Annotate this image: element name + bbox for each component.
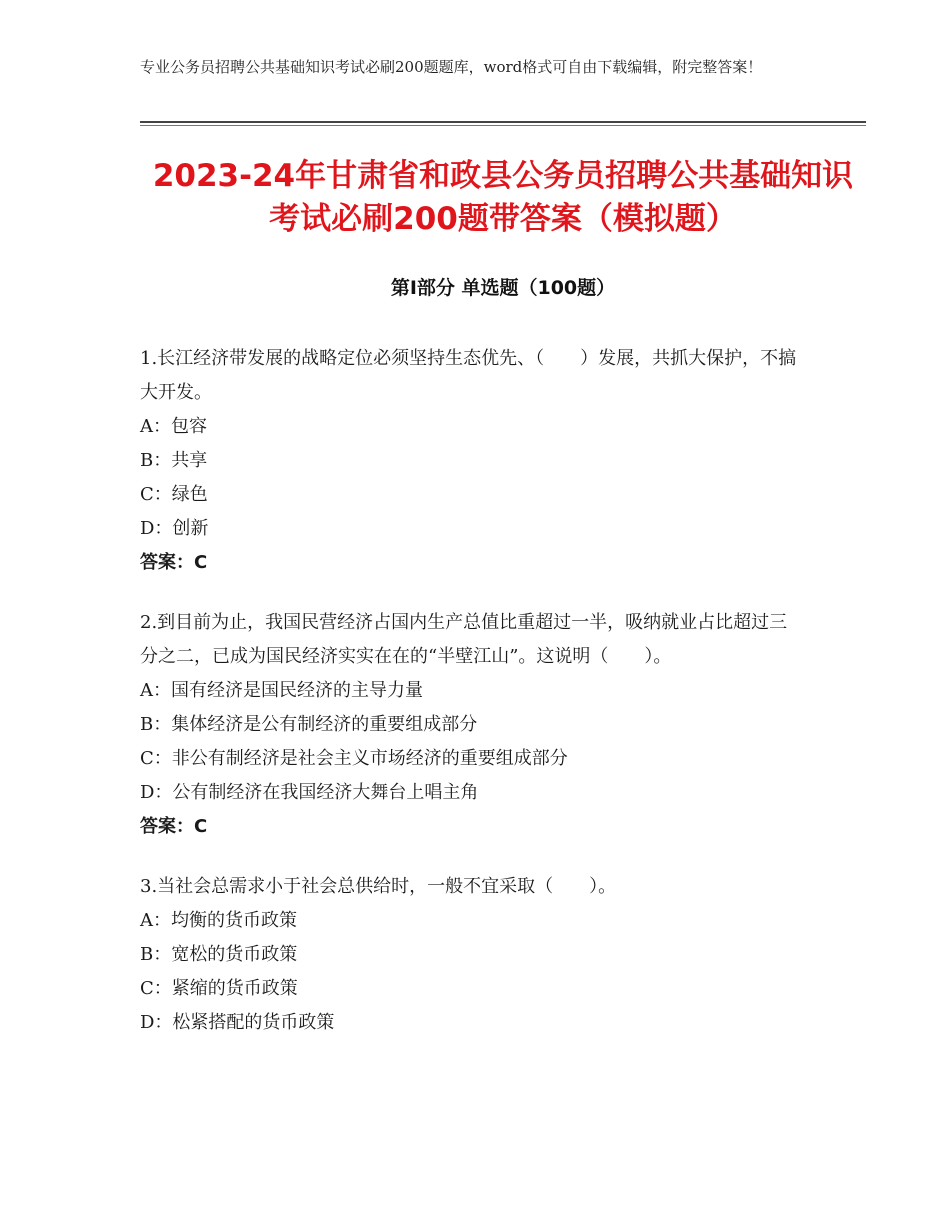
option-b: B：集体经济是公有制经济的重要组成部分 xyxy=(140,714,478,735)
option-b: B：共享 xyxy=(140,450,208,471)
header-note: 专业公务员招聘公共基础知识考试必刷200题题库，word格式可自由下载编辑，附完整答案！ xyxy=(140,58,763,76)
question-1 xyxy=(140,342,800,580)
option-d: D：松紧搭配的货币政策 xyxy=(140,1012,335,1033)
question-list xyxy=(140,342,800,1066)
question-stem: 2.到目前为止，我国民营经济占国内生产总值比重超过一半，吸纳就业占比超过三分之二，已成为国民经济实实在在的“半壁江山”。这说明（ ）。 xyxy=(140,612,788,667)
option-a: A：均衡的货币政策 xyxy=(140,910,297,931)
header-divider-thick xyxy=(140,121,866,123)
option-a: A：包容 xyxy=(140,416,207,437)
question-2 xyxy=(140,606,800,844)
section-title: 第Ⅰ部分 单选题（100题） xyxy=(390,277,616,299)
option-d: D：公有制经济在我国经济大舞台上唱主角 xyxy=(140,782,479,803)
question-3 xyxy=(140,870,800,1040)
option-c: C：紧缩的货币政策 xyxy=(140,978,298,999)
option-d: D：创新 xyxy=(140,518,209,539)
document-title: 2023-24年甘肃省和政县公务员招聘公共基础知识考试必刷200题带答案（模拟题） xyxy=(152,158,854,237)
answer-line: 答案：C xyxy=(140,552,208,573)
option-a: A：国有经济是国民经济的主导力量 xyxy=(140,680,423,701)
answer-line: 答案：C xyxy=(140,816,208,837)
option-c: C：绿色 xyxy=(140,484,208,505)
header-divider-thin xyxy=(140,125,866,126)
option-b: B：宽松的货币政策 xyxy=(140,944,298,965)
question-stem: 1.长江经济带发展的战略定位必须坚持生态优先、（ ）发展，共抓大保护，不搞大开发。 xyxy=(140,348,797,403)
question-stem: 3.当社会总需求小于社会总供给时，一般不宜采取（ ）。 xyxy=(140,876,617,897)
option-c: C：非公有制经济是社会主义市场经济的重要组成部分 xyxy=(140,748,568,769)
